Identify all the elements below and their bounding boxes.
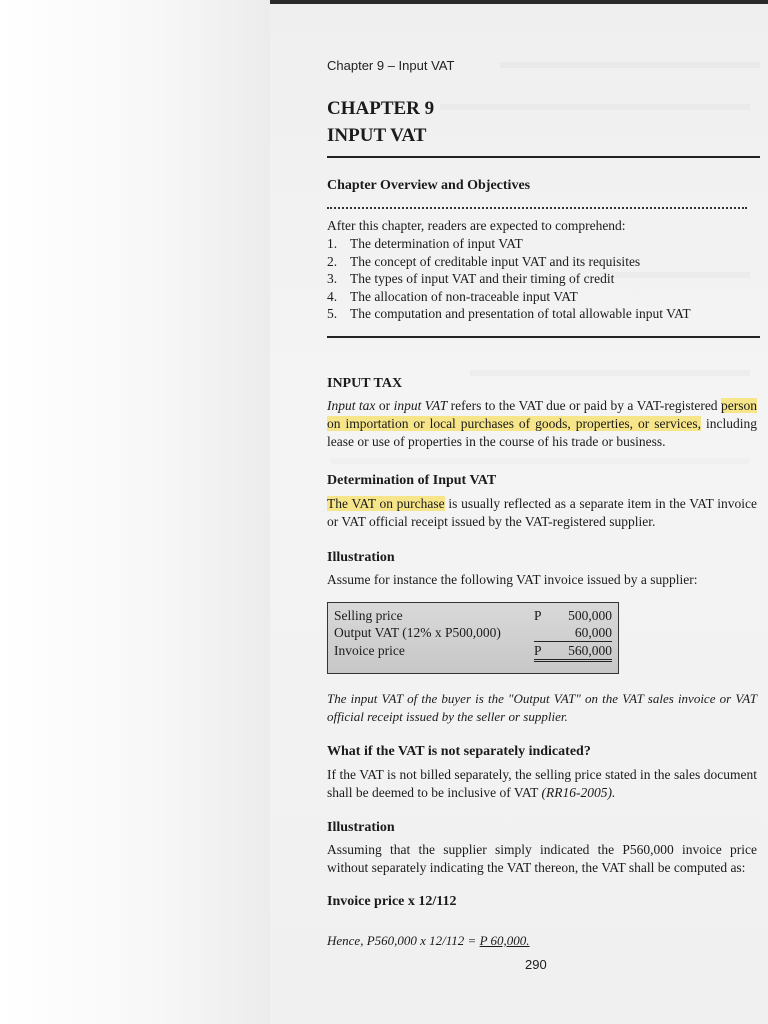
not-separate-text [327, 766, 757, 802]
buyer-input-vat-note: The input VAT of the buyer is the "Output VAT" on the VAT sales invoice or VAT official receipt issued by the seller or supplier. [327, 691, 757, 724]
definition-text-end: including lease or use of properties in the course of his trade or business. [327, 416, 758, 449]
list-item [327, 305, 757, 323]
row-label: Invoice price [334, 643, 405, 658]
list-item [327, 288, 757, 306]
item-text: The allocation of non-traceable input VAT [350, 288, 578, 304]
overview-rule [327, 336, 760, 338]
definition-text: refers to the VAT due or paid by a VAT-registered [447, 398, 721, 413]
not-separate-heading: What if the VAT is not separately indicated? [327, 744, 591, 759]
running-head: Chapter 9 – Input VAT [327, 58, 455, 73]
page-number: 290 [525, 957, 547, 972]
illustration2-text: Assuming that the supplier simply indicated the P560,000 invoice price without separately indicating the VAT thereon, the VAT shall be computed as: [327, 842, 757, 875]
row-amount [534, 642, 612, 662]
illustration-text: Assume for instance the following VAT invoice issued by a supplier: [327, 572, 698, 587]
regulation-ref: (RR16-2005). [541, 785, 616, 800]
item-number: 4. [327, 288, 338, 304]
row-amount [534, 607, 612, 624]
list-item [327, 253, 757, 271]
amount-value: 500,000 [568, 608, 612, 623]
page-top-edge [270, 0, 768, 4]
chapter-name: INPUT VAT [327, 125, 427, 146]
not-separate-body: If the VAT is not billed separately, the selling price stated in the sales document shall be deemed to be inclusive of VAT [327, 767, 757, 800]
item-number: 1. [327, 236, 338, 251]
amount-value: 560,000 [568, 643, 612, 658]
vat-invoice-box [327, 602, 619, 674]
bleed-through [500, 62, 760, 78]
chapter-number: CHAPTER 9 [327, 98, 435, 119]
determination-heading: Determination of Input VAT [327, 473, 497, 488]
item-text: The determination of input VAT [350, 236, 523, 251]
title-rule [327, 156, 760, 158]
amount-value: 60,000 [574, 625, 612, 640]
list-item [327, 270, 757, 288]
objectives-list [327, 235, 757, 323]
overview-dotted-rule [327, 207, 747, 209]
row-label: Selling price [334, 608, 403, 623]
highlighted-text: The VAT on purchase [327, 496, 445, 511]
determination-body: is usually reflected as a separate item in the VAT invoice or VAT official receipt issued by the VAT-registered supplier. [327, 496, 757, 529]
illustration2-heading: Illustration [327, 820, 395, 835]
bleed-through [470, 370, 750, 386]
computation-text: Hence, P560,000 x 12/112 = [327, 933, 480, 948]
list-item [327, 235, 757, 253]
overview-intro: After this chapter, readers are expected to comprehend: [327, 218, 626, 233]
item-text: The concept of creditable input VAT and its requisites [350, 253, 641, 269]
computation [327, 932, 757, 950]
invoice-row-output-vat [334, 624, 612, 642]
bleed-through [440, 104, 750, 120]
term-input-tax: Input tax [327, 398, 376, 413]
invoice-row-invoice-price [334, 642, 612, 662]
determination-text [327, 495, 757, 531]
currency: P [534, 643, 542, 658]
item-text: The computation and presentation of total allowable input VAT [350, 306, 691, 321]
bleed-through [330, 458, 750, 474]
overview-heading: Chapter Overview and Objectives [327, 178, 531, 193]
input-tax-heading: INPUT TAX [327, 376, 403, 391]
input-tax-definition [327, 397, 757, 451]
item-number: 5. [327, 306, 338, 321]
highlighted-text: person on importation or local purchases of goods, properties, or services, [327, 398, 757, 431]
currency: P [534, 608, 542, 623]
computation-result: P 60,000. [479, 933, 530, 948]
connector: or [375, 398, 394, 413]
invoice-row-selling-price [334, 607, 612, 624]
row-amount [534, 624, 612, 642]
row-label: Output VAT (12% x P500,000) [334, 625, 501, 640]
item-number: 2. [327, 253, 338, 269]
chapter-title [327, 95, 434, 149]
item-text: The types of input VAT and their timing of credit [350, 271, 615, 286]
item-number: 3. [327, 271, 338, 286]
formula: Invoice price x 12/112 [327, 894, 457, 909]
illustration-heading: Illustration [327, 550, 395, 565]
term-input-vat: input VAT [393, 398, 448, 413]
left-margin [0, 0, 270, 1024]
